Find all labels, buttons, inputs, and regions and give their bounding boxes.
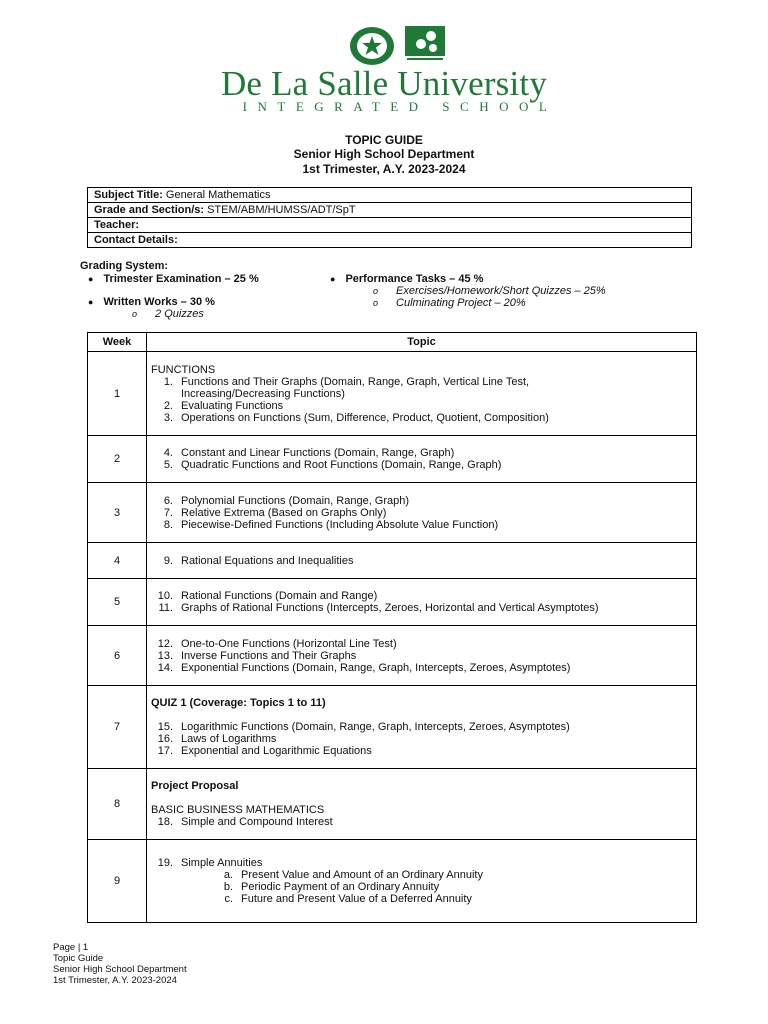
topic-number: 12.	[157, 637, 173, 650]
topic-line	[151, 816, 692, 828]
topic-cell	[147, 352, 697, 436]
grade-row: Grade and Section/s: STEM/ABM/HUMSS/ADT/SpT	[88, 203, 692, 218]
grading-heading: Grading System:	[80, 260, 169, 272]
topic-text: Rational Equations and Inequalities	[181, 554, 354, 567]
grading-perf-sub2: o Culminating Project – 20%	[373, 297, 526, 309]
topic-number: b.	[223, 881, 233, 893]
topic-text: BASIC BUSINESS MATHEMATICS	[151, 804, 325, 816]
topic-line	[151, 721, 692, 733]
topic-line	[151, 745, 692, 757]
topic-line	[151, 893, 692, 905]
circle-bullet-icon: o	[132, 309, 138, 319]
table-row	[88, 769, 697, 840]
university-name: De La Salle University	[220, 64, 548, 103]
topic-number: 17.	[157, 745, 173, 757]
table-row	[88, 543, 697, 579]
topic-number: 15.	[157, 721, 173, 733]
topic-line	[151, 555, 692, 567]
topic-line	[151, 662, 692, 674]
topic-line	[151, 400, 692, 412]
topic-number: 7.	[163, 506, 173, 519]
table-row	[88, 686, 697, 769]
topic-line	[151, 733, 692, 745]
topic-line	[151, 602, 692, 614]
doc-department: Senior High School Department	[293, 147, 475, 161]
topic-number: 14.	[157, 661, 173, 674]
week-cell: 2	[88, 436, 147, 483]
week-cell: 4	[88, 543, 147, 579]
topic-line	[151, 459, 692, 471]
week-cell: 8	[88, 769, 147, 840]
week-cell: 5	[88, 579, 147, 626]
topic-number: 6.	[163, 494, 173, 507]
page-footer	[53, 942, 187, 986]
topic-text: Increasing/Decreasing Functions)	[181, 387, 345, 400]
topic-line	[151, 519, 692, 531]
topic-line	[151, 881, 692, 893]
topic-text: Logarithmic Functions (Domain, Range, Graph, Intercepts, Zeroes, Asymptotes)	[181, 721, 570, 733]
topic-text: Laws of Logarithms	[181, 733, 277, 745]
topic-line	[151, 804, 692, 816]
topic-table	[87, 332, 697, 923]
week-cell: 9	[88, 840, 147, 923]
school-name: INTEGRATED SCHOOL	[242, 99, 558, 114]
topic-text: Simple and Compound Interest	[181, 816, 333, 828]
topic-text: Quadratic Functions and Root Functions (Domain, Range, Graph)	[181, 459, 502, 471]
topic-text: Operations on Functions (Sum, Difference, Product, Quotient, Composition)	[181, 411, 549, 424]
topic-cell	[147, 543, 697, 579]
topic-text: Polynomial Functions (Domain, Range, Graph)	[181, 494, 410, 507]
week-cell: 7	[88, 686, 147, 769]
topic-number: a.	[223, 869, 233, 881]
doc-title: TOPIC GUIDE	[345, 133, 423, 147]
topic-line	[151, 650, 692, 662]
table-row	[88, 579, 697, 626]
contact-row: Contact Details:	[88, 233, 692, 248]
topic-line	[151, 412, 692, 424]
topic-number: 2.	[163, 399, 173, 412]
topic-number: 11.	[158, 602, 173, 614]
topic-text: Project Proposal	[151, 780, 239, 792]
topic-line	[151, 857, 692, 869]
footer-title: Topic Guide	[53, 953, 104, 964]
topic-number: 8.	[163, 518, 173, 531]
topic-line	[151, 507, 692, 519]
topic-text: Functions and Their Graphs (Domain, Range, Graph, Vertical Line Test,	[181, 375, 530, 388]
grading-written: ● Written Works – 30 %	[88, 296, 215, 308]
topic-cell	[147, 686, 697, 769]
grading-perf-sub1: o Exercises/Homework/Short Quizzes – 25%	[373, 285, 606, 297]
topic-cell	[147, 436, 697, 483]
school-logo-icon	[405, 26, 445, 62]
footer-page: Page | 1	[53, 942, 89, 953]
teacher-row: Teacher:	[88, 218, 692, 233]
university-seal-icon	[349, 26, 395, 66]
footer-term: 1st Trimester, A.Y. 2023-2024	[53, 975, 177, 986]
week-cell: 3	[88, 483, 147, 543]
topic-text: QUIZ 1 (Coverage: Topics 1 to 11)	[151, 697, 326, 709]
topic-line	[151, 590, 692, 602]
topic-number: 10.	[157, 590, 173, 602]
topic-line	[151, 364, 692, 376]
topic-text: Relative Extrema (Based on Graphs Only)	[181, 506, 387, 519]
table-row	[88, 483, 697, 543]
subject-info-table	[87, 187, 692, 248]
topic-text: Piecewise-Defined Functions (Including Absolute Value Function)	[181, 518, 499, 531]
topic-text: Periodic Payment of an Ordinary Annuity	[241, 881, 440, 893]
table-row	[88, 840, 697, 923]
topic-text: FUNCTIONS	[151, 363, 216, 376]
topic-cell	[147, 769, 697, 840]
topic-text: Graphs of Rational Functions (Intercepts, Zeroes, Horizontal and Vertical Asymptotes)	[181, 602, 599, 614]
table-row	[88, 626, 697, 686]
week-header: Week	[88, 333, 147, 352]
grading-exam: ● Trimester Examination – 25 %	[88, 273, 259, 285]
topic-text: Exponential Functions (Domain, Range, Graph, Intercepts, Zeroes, Asymptotes)	[181, 661, 571, 674]
week-cell: 1	[88, 352, 147, 436]
subject-row: Subject Title: General Mathematics	[88, 188, 692, 203]
topic-number: 9.	[163, 554, 173, 567]
topic-number: 16.	[157, 733, 173, 745]
topic-line	[151, 780, 692, 792]
table-row	[88, 436, 697, 483]
circle-bullet-icon: o	[373, 298, 379, 308]
topic-number: 19.	[157, 857, 173, 869]
topic-line	[151, 638, 692, 650]
topic-header: Topic	[147, 333, 697, 352]
topic-cell	[147, 840, 697, 923]
topic-text: Present Value and Amount of an Ordinary Annuity	[241, 869, 483, 881]
topic-line	[151, 697, 692, 709]
topic-line	[151, 495, 692, 507]
grading-written-sub: o 2 Quizzes	[132, 308, 204, 320]
bullet-icon: ●	[88, 297, 94, 307]
topic-line	[151, 447, 692, 459]
topic-text: Exponential and Logarithmic Equations	[181, 745, 372, 757]
topic-number: c.	[224, 893, 233, 905]
topic-number: 3.	[163, 411, 173, 424]
week-cell: 6	[88, 626, 147, 686]
topic-cell	[147, 579, 697, 626]
topic-text: Inverse Functions and Their Graphs	[181, 649, 357, 662]
topic-number: 13.	[157, 649, 173, 662]
topic-number: 4.	[163, 447, 173, 459]
topic-line	[151, 869, 692, 881]
topic-number: 5.	[163, 459, 173, 471]
topic-text: One-to-One Functions (Horizontal Line Test)	[181, 637, 397, 650]
topic-text: Rational Functions (Domain and Range)	[181, 590, 378, 602]
grading-performance: ● Performance Tasks – 45 %	[330, 273, 484, 285]
footer-department: Senior High School Department	[53, 964, 187, 975]
circle-bullet-icon: o	[373, 286, 379, 296]
topic-text: Future and Present Value of a Deferred Annuity	[241, 893, 472, 905]
bullet-icon: ●	[88, 274, 94, 284]
table-row	[88, 352, 697, 436]
topic-number: 1.	[163, 375, 173, 388]
topic-text: Simple Annuities	[181, 857, 263, 869]
topic-text: Constant and Linear Functions (Domain, Range, Graph)	[181, 447, 455, 459]
topic-cell	[147, 626, 697, 686]
doc-term: 1st Trimester, A.Y. 2023-2024	[302, 162, 466, 176]
topic-line	[151, 388, 692, 400]
bullet-icon: ●	[330, 274, 336, 284]
topic-cell	[147, 483, 697, 543]
topic-line	[151, 376, 692, 388]
topic-number: 18.	[157, 816, 173, 828]
topic-text: Evaluating Functions	[181, 399, 284, 412]
